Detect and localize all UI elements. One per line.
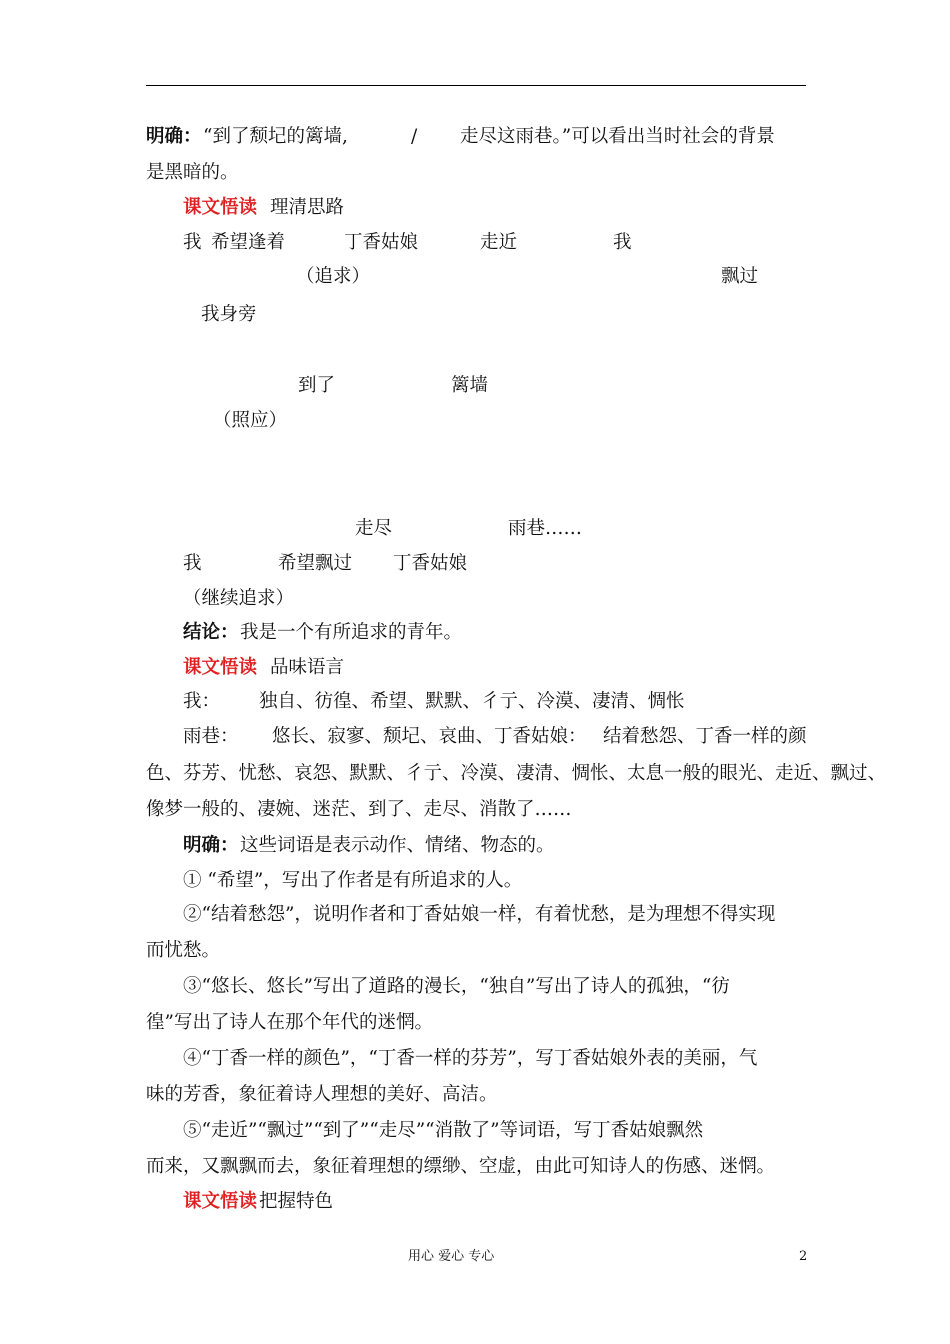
conclusion-text: 我是一个有所追求的青年。 — [240, 622, 463, 643]
diagram-node: 飘过 — [721, 266, 759, 287]
diagram-node: 希望逢着 — [211, 232, 286, 253]
diagram-note: （追求） — [296, 266, 371, 287]
diagram-note: （继续追求） — [183, 588, 295, 609]
section-label: 课文悟读 — [183, 1191, 258, 1212]
section-label: 课文悟读 — [183, 197, 258, 218]
word-group: 像梦一般的、凄婉、迷茫、到了、走尽、消散了…… — [146, 799, 572, 820]
point-item: 味的芳香，象征着诗人理想的美好、高洁。 — [146, 1084, 498, 1105]
diagram-node: 到了 — [298, 375, 336, 396]
clarify-label: 明确： — [146, 126, 202, 147]
text-segment: “到了颓圮的篱墙, — [203, 126, 348, 147]
point-item: 徨”写出了诗人在那个年代的迷惘。 — [146, 1012, 433, 1033]
diagram-node: 雨巷…… — [508, 518, 583, 539]
section-title: 理清思路 — [270, 197, 345, 218]
point-item: ① “希望”，写出了作者是有所追求的人。 — [183, 870, 523, 891]
section-label: 课文悟读 — [183, 657, 258, 678]
word-group-label: 雨巷： — [183, 726, 239, 747]
section-title: 品味语言 — [270, 657, 345, 678]
clarify-text: 这些词语是表示动作、情绪、物态的。 — [240, 835, 555, 856]
header-rule — [146, 85, 806, 86]
word-group: 结着愁怨、丁香一样的颜 — [603, 726, 807, 747]
point-item: 而忧愁。 — [146, 940, 221, 961]
diagram-node: 希望飘过 — [278, 553, 353, 574]
point-item: ⑤“走近”“飘过”“到了”“走尽”“消散了”等词语，写丁香姑娘飘然 — [183, 1120, 704, 1141]
point-item: ③“悠长、悠长”写出了道路的漫长，“独自”写出了诗人的孤独，“彷 — [183, 976, 730, 997]
diagram-node: 丁香姑娘 — [393, 553, 468, 574]
page-number: 2 — [799, 1249, 808, 1264]
word-group-label: 我： — [183, 691, 221, 712]
text-segment: 走尽这雨巷。”可以看出当时社会的背景 — [460, 126, 775, 147]
clarify-label: 明确： — [183, 835, 239, 856]
word-group: 独自、彷徨、希望、默默、彳亍、冷漠、凄清、惆怅 — [259, 691, 685, 712]
point-item: ②“结着愁怨”，说明作者和丁香姑娘一样，有着忧愁，是为理想不得实现 — [183, 904, 776, 925]
diagram-node: 我 — [183, 553, 202, 574]
slash-mark: / — [411, 126, 418, 147]
footer-motto: 用心 爱心 专心 — [408, 1249, 495, 1264]
text-line: 是黑暗的。 — [146, 162, 239, 183]
diagram-node: 丁香姑娘 — [344, 232, 419, 253]
diagram-node: 走近 — [480, 232, 518, 253]
diagram-node: 我 — [613, 232, 632, 253]
diagram-node: 我 — [183, 232, 202, 253]
diagram-node: 篱墙 — [451, 375, 489, 396]
word-group: 悠长、寂寥、颓圮、哀曲、丁香姑娘： — [272, 726, 587, 747]
conclusion-label: 结论： — [183, 622, 239, 643]
point-item: ④“丁香一样的颜色”，“丁香一样的芬芳”，写丁香姑娘外表的美丽，气 — [183, 1048, 758, 1069]
section-title: 把握特色 — [259, 1191, 334, 1212]
word-group: 色、芬芳、忧愁、哀怨、默默、彳亍、冷漠、凄清、惆怅、太息一般的眼光、走近、飘过、 — [146, 763, 887, 784]
diagram-note: （照应） — [213, 410, 288, 431]
diagram-node: 我身旁 — [201, 304, 257, 325]
point-item: 而来，又飘飘而去，象征着理想的缥缈、空虚，由此可知诗人的伤感、迷惘。 — [146, 1156, 776, 1177]
diagram-node: 走尽 — [355, 518, 393, 539]
